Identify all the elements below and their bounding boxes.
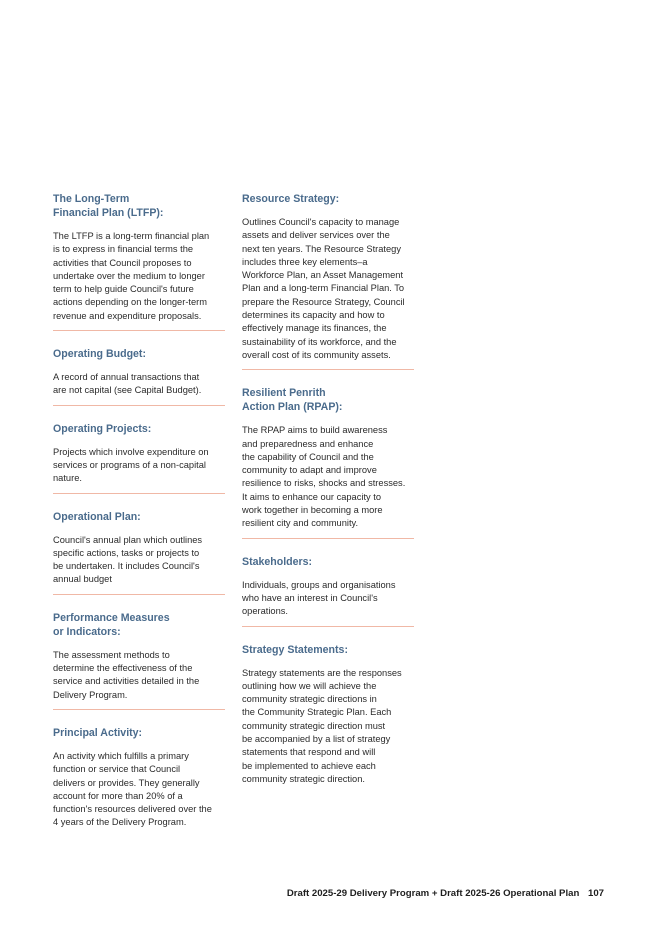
glossary-term — [242, 386, 414, 414]
definition-line: community strategic direction. — [242, 773, 365, 784]
definition-line: are not capital (see Capital Budget). — [53, 385, 202, 396]
glossary-entry — [242, 643, 414, 800]
glossary-definition — [242, 424, 414, 530]
definition-line: Outlines Council's capacity to manage — [242, 217, 400, 227]
glossary-definition — [53, 750, 225, 830]
glossary-entry — [242, 555, 414, 643]
definition-line: the Community Strategic Plan. Each — [242, 707, 392, 718]
definition-line: Projects which involve expenditure on — [53, 446, 209, 457]
glossary-term — [53, 347, 225, 361]
definition-line: activities that Council proposes to — [53, 257, 192, 268]
definition-line: sustainability of its workforce, and the — [242, 336, 397, 347]
glossary-entry — [53, 611, 225, 726]
definition-line: community to adapt and improve — [242, 465, 377, 476]
glossary-term — [242, 643, 414, 657]
definition-line: nature. — [53, 473, 82, 484]
glossary-definition — [53, 446, 225, 486]
glossary-entry — [53, 192, 225, 347]
entry-divider — [242, 538, 414, 539]
definition-line: account for more than 20% of a — [53, 790, 183, 801]
term-line: Operating Budget: — [53, 348, 146, 361]
definition-line: prepare the Resource Strategy, Council — [242, 296, 405, 307]
definition-line: A record of annual transactions that — [53, 372, 200, 383]
definition-line: specific actions, tasks or projects to — [53, 547, 200, 558]
glossary-term — [53, 192, 225, 220]
term-line: Operational Plan: — [53, 510, 141, 523]
definition-line: operations. — [242, 606, 288, 617]
glossary-entry — [242, 386, 414, 554]
glossary-term — [53, 422, 225, 436]
definition-line: community strategic directions in — [242, 694, 377, 705]
right-column — [242, 192, 414, 799]
glossary-entry — [53, 347, 225, 422]
definition-line: assets and deliver services over the — [242, 230, 390, 241]
definition-line: is to express in financial terms the — [53, 244, 194, 255]
glossary-entry — [53, 422, 225, 510]
term-line: Stakeholders: — [242, 555, 313, 568]
definition-line: resilient city and community. — [242, 518, 359, 529]
footer-title: Draft 2025-29 Delivery Program + Draft 2025-26 Operational Plan — [286, 888, 580, 899]
glossary-definition — [53, 230, 225, 323]
entry-divider — [53, 330, 225, 331]
entry-divider — [53, 709, 225, 710]
term-line: Resilient Penrith — [242, 387, 326, 400]
definition-line: function or service that Council — [53, 764, 181, 775]
glossary-entry — [53, 726, 225, 843]
definition-line: Plan and a long-term Financial Plan. To — [242, 283, 405, 294]
definition-line: resilience to risks, shocks and stresses. — [242, 478, 406, 489]
glossary-term — [53, 510, 225, 524]
definition-line: delivers or provides. They generally — [53, 777, 200, 788]
definition-line: It aims to enhance our capacity to — [242, 491, 382, 502]
definition-line: 4 years of the Delivery Program. — [53, 817, 187, 828]
definition-line: and preparedness and enhance — [242, 438, 374, 449]
glossary-entry — [53, 510, 225, 611]
definition-line: The assessment methods to — [53, 649, 170, 660]
definition-line: Workforce Plan, an Asset Management — [242, 270, 404, 281]
definition-line: term to help guide Council's future — [53, 284, 194, 295]
entry-divider — [242, 369, 414, 370]
definition-line: determines its capacity and how to — [242, 310, 385, 321]
term-line: Strategy Statements: — [242, 643, 348, 656]
definition-line: Council's annual plan which outlines — [53, 534, 203, 545]
term-line: Principal Activity: — [53, 726, 143, 739]
definition-line: the capability of Council and the — [242, 451, 374, 462]
entry-divider — [242, 626, 414, 627]
definition-line: statements that respond and will — [242, 747, 376, 758]
definition-line: actions depending on the longer-term — [53, 297, 208, 308]
definition-line: be implemented to achieve each — [242, 760, 376, 771]
definition-line: outlining how we will achieve the — [242, 680, 377, 691]
definition-line: services or programs of a non-capital — [53, 459, 206, 470]
glossary-definition — [53, 649, 225, 702]
term-line: Action Plan (RPAP): — [242, 401, 343, 414]
glossary-definition — [242, 216, 414, 362]
definition-line: determine the effectiveness of the — [53, 663, 193, 674]
definition-line: work together in becoming a more — [242, 505, 383, 516]
definition-line: annual budget — [53, 574, 112, 585]
term-line: Financial Plan (LTFP): — [53, 207, 164, 219]
term-line: Resource Strategy: — [242, 193, 340, 205]
definition-line: effectively manage its finances, the — [242, 323, 387, 334]
term-line: Operating Projects: — [53, 422, 152, 435]
definition-line: The LTFP is a long-term financial plan — [53, 231, 210, 241]
definition-line: undertake over the medium to longer — [53, 270, 205, 281]
page-number: 107 — [587, 888, 604, 899]
page-footer — [287, 888, 604, 899]
definition-line: function's resources delivered over the — [53, 804, 212, 815]
term-line: or Indicators: — [53, 625, 121, 638]
definition-line: overall cost of its community assets. — [242, 349, 391, 360]
definition-line: revenue and expenditure proposals. — [53, 310, 202, 321]
entry-divider — [53, 594, 225, 595]
glossary-term — [53, 726, 225, 740]
definition-line: Delivery Program. — [53, 689, 128, 700]
definition-line: community strategic direction must — [242, 720, 386, 731]
glossary-definition — [242, 579, 414, 619]
glossary-definition — [53, 534, 225, 587]
definition-line: be undertaken. It includes Council's — [53, 561, 200, 572]
entry-divider — [53, 405, 225, 406]
glossary-definition — [53, 371, 225, 398]
term-line: Performance Measures — [53, 611, 170, 624]
definition-line: next ten years. The Resource Strategy — [242, 243, 401, 254]
definition-line: service and activities detailed in the — [53, 676, 200, 687]
glossary-term — [242, 555, 414, 569]
left-column — [53, 192, 225, 843]
definition-line: includes three key elements–a — [242, 256, 368, 267]
definition-line: An activity which fulfills a primary — [53, 750, 189, 761]
glossary-definition — [242, 667, 414, 787]
definition-line: who have an interest in Council's — [242, 592, 378, 603]
definition-line: The RPAP aims to build awareness — [242, 425, 388, 436]
glossary-entry — [242, 192, 414, 386]
glossary-term — [242, 192, 414, 206]
entry-divider — [53, 493, 225, 494]
term-line: The Long-Term — [53, 193, 130, 205]
definition-line: be accompanied by a list of strategy — [242, 734, 391, 745]
glossary-term — [53, 611, 225, 639]
definition-line: Individuals, groups and organisations — [242, 579, 396, 590]
definition-line: Strategy statements are the responses — [242, 667, 402, 678]
